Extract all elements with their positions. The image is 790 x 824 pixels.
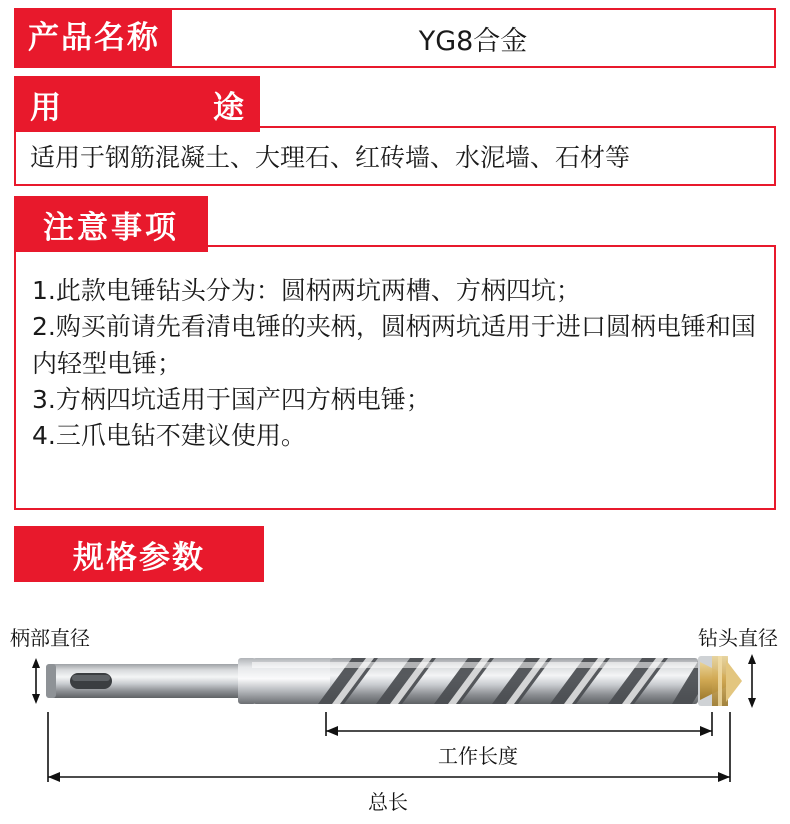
usage-text: 适用于钢筋混凝土、大理石、红砖墙、水泥墙、石材等 — [30, 143, 631, 172]
note-line: 3.方柄四坑适用于国产四方柄电锤； — [32, 384, 431, 414]
note-line: 2.购买前请先看清电锤的夹柄，圆柄两坑适用于进口圆柄电锤和国内轻型电锤； — [32, 312, 756, 378]
usage-label — [14, 76, 260, 132]
tip-diameter-label: 钻头直径 — [698, 626, 778, 650]
product-name-value: YG8合金 — [418, 25, 528, 57]
working-length-dim — [326, 712, 712, 736]
spec-params-label: 规格参数 — [14, 526, 264, 582]
notes-label: 注意事项 — [14, 196, 208, 252]
carbide-cross-tip — [698, 656, 742, 706]
drill-bit-diagram — [0, 600, 790, 824]
product-name-label: 产品名称 — [16, 10, 172, 66]
note-line: 4.三爪电钻不建议使用。 — [32, 421, 306, 450]
product-name-row — [14, 8, 776, 68]
working-length-label: 工作长度 — [438, 744, 518, 768]
usage-label-char-1: 用 — [30, 89, 61, 126]
notes-box — [14, 245, 776, 510]
shank-diameter-label: 柄部直径 — [10, 626, 90, 650]
total-length-dim — [48, 712, 730, 782]
total-length-label: 总长 — [368, 790, 408, 814]
usage-text-box — [14, 126, 776, 186]
note-line: 1.此款电锤钻头分为：圆柄两坑两槽、方柄四坑； — [32, 276, 581, 305]
usage-label-char-2: 途 — [213, 89, 244, 126]
